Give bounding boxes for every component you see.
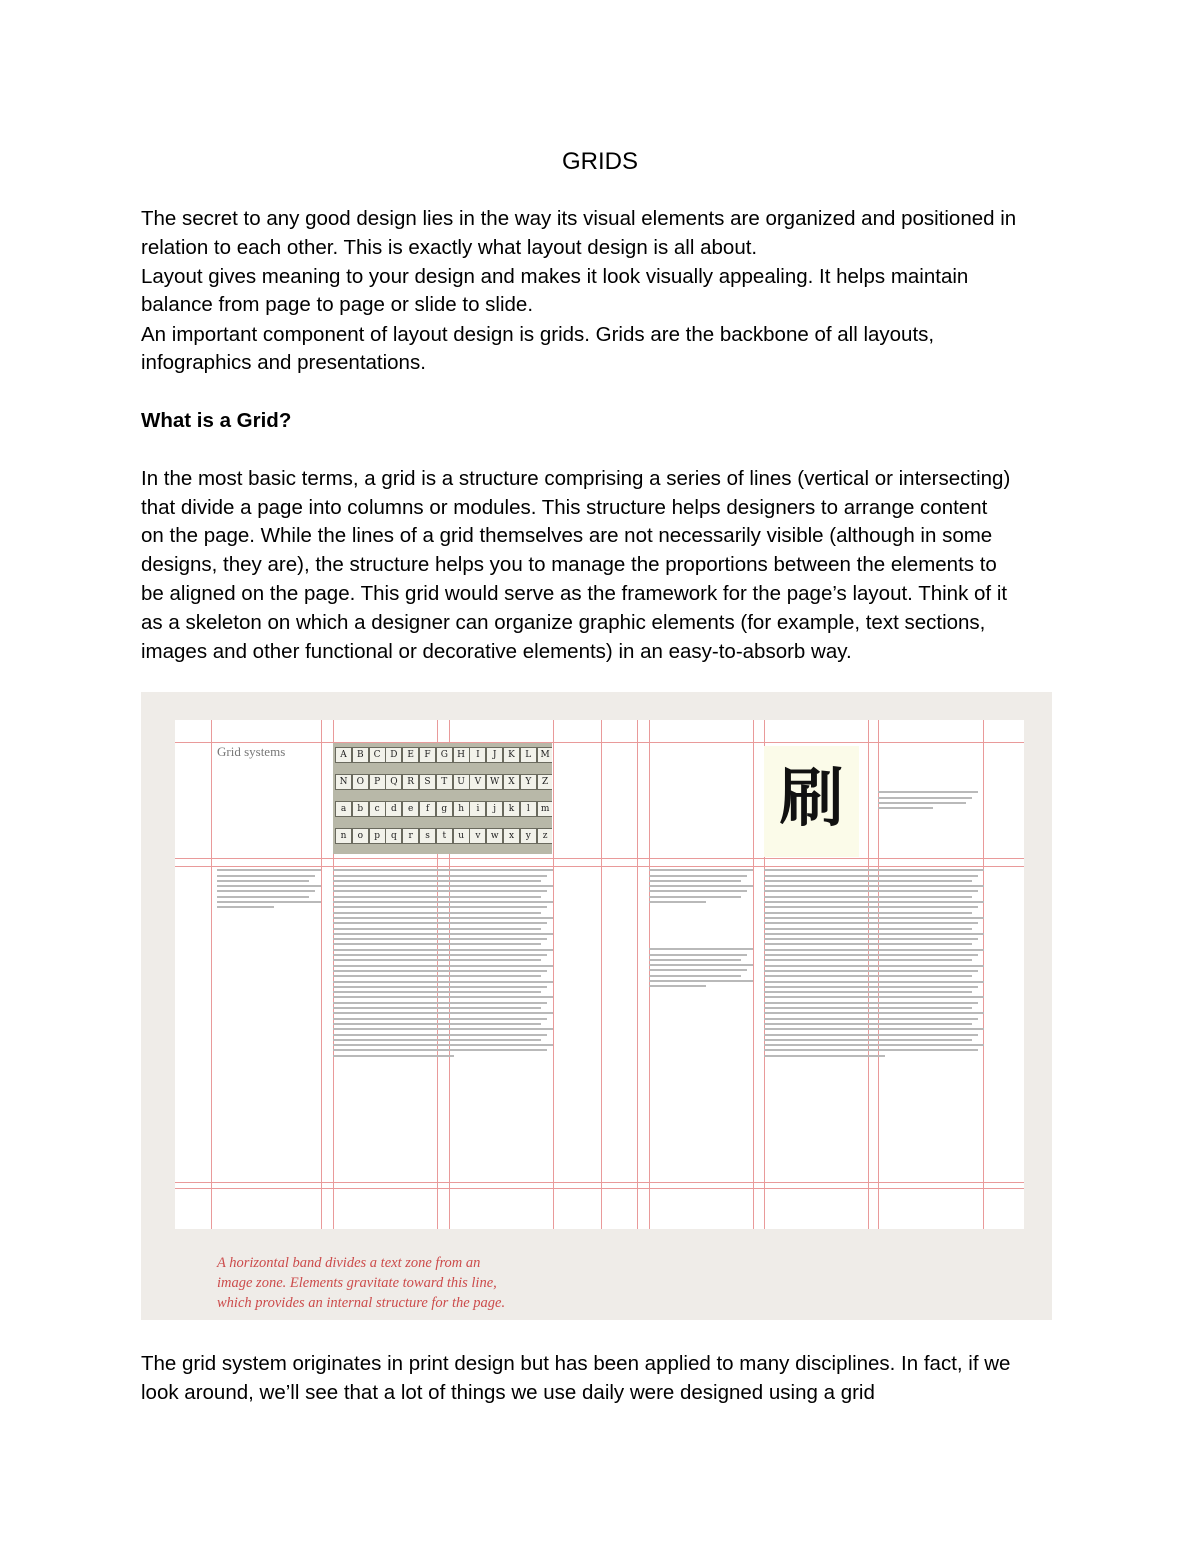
- filler-text-line: [764, 885, 984, 887]
- filler-text-line: [333, 1028, 553, 1030]
- filler-text-line: [333, 1049, 547, 1051]
- intro-line: infographics and presentations.: [141, 351, 426, 374]
- filler-text-line: [333, 912, 541, 914]
- grid-vertical-line: [211, 720, 212, 1229]
- type-key: E: [402, 747, 419, 763]
- kanji-character: 刷: [779, 762, 844, 836]
- filler-text-line: [333, 1034, 547, 1036]
- filler-text-line: [333, 959, 541, 961]
- type-key: V: [469, 774, 486, 790]
- filler-text-line: [333, 938, 547, 940]
- filler-text-line: [333, 906, 547, 908]
- grid-vertical-line: [637, 720, 638, 1229]
- type-key: w: [486, 828, 503, 844]
- filler-text-line: [649, 975, 741, 977]
- filler-text-line: [764, 1028, 984, 1030]
- type-key: X: [503, 774, 520, 790]
- type-key: b: [352, 801, 369, 817]
- filler-text-line: [217, 869, 321, 871]
- type-key: F: [419, 747, 436, 763]
- filler-text-line: [333, 1039, 541, 1041]
- filler-text-line: [764, 996, 984, 998]
- filler-text-line: [649, 880, 741, 882]
- filler-text-line: [878, 791, 978, 793]
- intro-line: balance from page to page or slide to slide.: [141, 293, 534, 316]
- grid-systems-label: Grid systems: [217, 744, 286, 759]
- type-key: A: [335, 747, 352, 763]
- filler-text-line: [764, 970, 978, 972]
- filler-text-line: [764, 1007, 972, 1009]
- type-key: d: [385, 801, 402, 817]
- type-key: S: [419, 774, 436, 790]
- type-key: v: [469, 828, 486, 844]
- filler-text-line: [333, 996, 553, 998]
- type-key: N: [335, 774, 352, 790]
- filler-text-line: [333, 954, 547, 956]
- filler-text-line: [649, 964, 753, 966]
- filler-text-line: [764, 1039, 972, 1041]
- type-key: o: [352, 828, 369, 844]
- filler-text-line: [217, 901, 321, 903]
- figure-caption-line: A horizontal band divides a text zone from an: [217, 1255, 481, 1271]
- type-key: h: [453, 801, 470, 817]
- filler-text-line: [764, 1018, 978, 1020]
- filler-text-line: [764, 938, 978, 940]
- filler-text-line: [764, 1055, 885, 1057]
- type-key: y: [520, 828, 537, 844]
- definition-line: images and other functional or decorative elements) in an easy-to-absorb way.: [141, 640, 852, 663]
- filler-text-line: [764, 933, 984, 935]
- filler-text-line: [764, 1002, 978, 1004]
- definition-line: be aligned on the page. This grid would serve as the framework for the page’s layout. Think of it: [141, 582, 1008, 605]
- filler-text-line: [333, 970, 547, 972]
- type-key: p: [369, 828, 386, 844]
- filler-text-block: [649, 945, 753, 1015]
- section-heading: What is a Grid?: [141, 409, 292, 432]
- type-key: Q: [385, 774, 402, 790]
- filler-text-line: [764, 1034, 978, 1036]
- document-title: GRIDS: [561, 148, 638, 175]
- filler-text-block: [649, 866, 753, 928]
- filler-text-line: [333, 922, 547, 924]
- filler-text-line: [764, 1049, 978, 1051]
- definition-line: that divide a page into columns or modules. This structure helps designers to arrange content: [141, 496, 988, 519]
- type-key: m: [537, 801, 552, 817]
- grid-vertical-line: [553, 720, 554, 1229]
- closing-line: The grid system originates in print design but has been applied to many disciplines. In fact, if we: [141, 1352, 1011, 1375]
- type-key: W: [486, 774, 503, 790]
- filler-text-line: [217, 890, 315, 892]
- filler-text-line: [217, 896, 309, 898]
- filler-text-line: [649, 969, 747, 971]
- filler-text-line: [764, 896, 972, 898]
- closing-line: look around, we’ll see that a lot of things we use daily were designed using a grid: [141, 1381, 875, 1404]
- filler-text-line: [333, 1055, 454, 1057]
- filler-text-line: [333, 869, 553, 871]
- filler-text-line: [333, 928, 541, 930]
- type-key: P: [369, 774, 386, 790]
- filler-text-line: [764, 981, 984, 983]
- intro-line: The secret to any good design lies in the way its visual elements are organized and positioned in: [141, 207, 1017, 230]
- filler-text-line: [333, 901, 553, 903]
- figure-caption-line: image zone. Elements gravitate toward this line,: [217, 1275, 497, 1291]
- filler-text-line: [649, 896, 741, 898]
- type-key: Z: [537, 774, 552, 790]
- type-key: a: [335, 801, 352, 817]
- filler-text-line: [764, 1044, 984, 1046]
- type-key: s: [419, 828, 436, 844]
- filler-text-line: [764, 912, 972, 914]
- filler-text-line: [217, 906, 274, 908]
- type-key: J: [486, 747, 503, 763]
- filler-text-line: [333, 933, 553, 935]
- filler-text-line: [764, 1023, 972, 1025]
- filler-text-line: [333, 1023, 541, 1025]
- filler-text-line: [333, 965, 553, 967]
- filler-text-line: [764, 959, 972, 961]
- type-key: G: [436, 747, 453, 763]
- type-key: H: [453, 747, 470, 763]
- filler-text-line: [764, 875, 978, 877]
- filler-text-line: [764, 986, 978, 988]
- type-key: g: [436, 801, 453, 817]
- filler-text-block: [878, 788, 978, 824]
- filler-text-line: [649, 954, 747, 956]
- filler-text-line: [764, 954, 978, 956]
- type-key: U: [453, 774, 470, 790]
- filler-text-line: [878, 802, 966, 804]
- type-key: T: [436, 774, 453, 790]
- grid-vertical-line: [601, 720, 602, 1229]
- type-key: u: [453, 828, 470, 844]
- type-key: C: [369, 747, 386, 763]
- filler-text-line: [333, 975, 541, 977]
- grid-layout-page: [175, 720, 1024, 1229]
- grid-vertical-line: [753, 720, 754, 1229]
- filler-text-line: [333, 986, 547, 988]
- grid-vertical-line: [321, 720, 322, 1229]
- filler-text-line: [217, 875, 315, 877]
- type-key: j: [486, 801, 503, 817]
- filler-text-line: [764, 1012, 984, 1014]
- filler-text-line: [764, 890, 978, 892]
- filler-text-block: [764, 866, 984, 1182]
- type-key: x: [503, 828, 520, 844]
- filler-text-line: [217, 880, 309, 882]
- filler-text-line: [764, 901, 984, 903]
- filler-text-line: [333, 1002, 547, 1004]
- filler-text-line: [764, 975, 972, 977]
- type-key: Y: [520, 774, 537, 790]
- filler-text-line: [764, 880, 972, 882]
- filler-text-line: [764, 949, 984, 951]
- filler-text-line: [764, 917, 984, 919]
- type-key: M: [537, 747, 552, 763]
- filler-text-line: [333, 991, 541, 993]
- filler-text-line: [764, 906, 978, 908]
- filler-text-line: [333, 1012, 553, 1014]
- filler-text-line: [649, 869, 753, 871]
- type-key: k: [503, 801, 520, 817]
- filler-text-line: [649, 890, 747, 892]
- filler-text-line: [649, 985, 706, 987]
- filler-text-line: [649, 980, 753, 982]
- type-key: f: [419, 801, 436, 817]
- definition-line: on the page. While the lines of a grid themselves are not necessarily visible (although in some: [141, 524, 993, 547]
- filler-text-line: [333, 896, 541, 898]
- grid-horizontal-line: [175, 1182, 1024, 1183]
- filler-text-line: [333, 981, 553, 983]
- type-key: D: [385, 747, 402, 763]
- filler-text-line: [649, 959, 741, 961]
- filler-text-line: [649, 885, 753, 887]
- type-key: l: [520, 801, 537, 817]
- filler-text-block: [333, 866, 553, 1182]
- type-key: L: [520, 747, 537, 763]
- filler-text-line: [878, 807, 933, 809]
- filler-text-line: [333, 880, 541, 882]
- intro-line: Layout gives meaning to your design and makes it look visually appealing. It helps maintain: [141, 265, 969, 288]
- grid-horizontal-line: [175, 742, 1024, 743]
- filler-text-line: [333, 917, 553, 919]
- filler-text-line: [878, 797, 972, 799]
- filler-text-line: [764, 922, 978, 924]
- figure-caption-line: which provides an internal structure for the page.: [217, 1295, 506, 1311]
- definition-line: designs, they are), the structure helps you to manage the proportions between the elements to: [141, 553, 997, 576]
- type-key: q: [385, 828, 402, 844]
- type-key: r: [402, 828, 419, 844]
- type-key: O: [352, 774, 369, 790]
- grid-horizontal-line: [175, 1188, 1024, 1189]
- filler-text-line: [333, 1018, 547, 1020]
- type-key: B: [352, 747, 369, 763]
- filler-text-line: [764, 869, 984, 871]
- type-key: t: [436, 828, 453, 844]
- type-key: z: [537, 828, 552, 844]
- filler-text-line: [333, 943, 541, 945]
- type-key: e: [402, 801, 419, 817]
- type-keys-photo: [333, 743, 552, 854]
- definition-line: In the most basic terms, a grid is a structure comprising a series of lines (vertical or intersecting): [141, 467, 1011, 490]
- filler-text-line: [649, 948, 753, 950]
- filler-text-line: [333, 875, 547, 877]
- filler-text-line: [764, 943, 972, 945]
- type-key: c: [369, 801, 386, 817]
- filler-text-line: [333, 885, 553, 887]
- filler-text-line: [217, 885, 321, 887]
- filler-text-line: [333, 949, 553, 951]
- type-key: R: [402, 774, 419, 790]
- kanji-illustration: [764, 746, 859, 857]
- type-key: K: [503, 747, 520, 763]
- filler-text-line: [649, 901, 706, 903]
- filler-text-line: [333, 890, 547, 892]
- filler-text-line: [764, 965, 984, 967]
- filler-text-block: [217, 866, 321, 936]
- grid-example-figure: [141, 692, 1052, 1320]
- intro-line: relation to each other. This is exactly what layout design is all about.: [141, 236, 758, 259]
- intro-line: An important component of layout design is grids. Grids are the backbone of all layouts,: [141, 323, 935, 346]
- filler-text-line: [649, 875, 747, 877]
- grid-horizontal-line: [175, 858, 1024, 859]
- type-key: I: [469, 747, 486, 763]
- filler-text-line: [764, 928, 972, 930]
- filler-text-line: [764, 991, 972, 993]
- filler-text-line: [333, 1007, 541, 1009]
- type-key: i: [469, 801, 486, 817]
- type-key: n: [335, 828, 352, 844]
- filler-text-line: [333, 1044, 553, 1046]
- definition-line: as a skeleton on which a designer can organize graphic elements (for example, text sections,: [141, 611, 986, 634]
